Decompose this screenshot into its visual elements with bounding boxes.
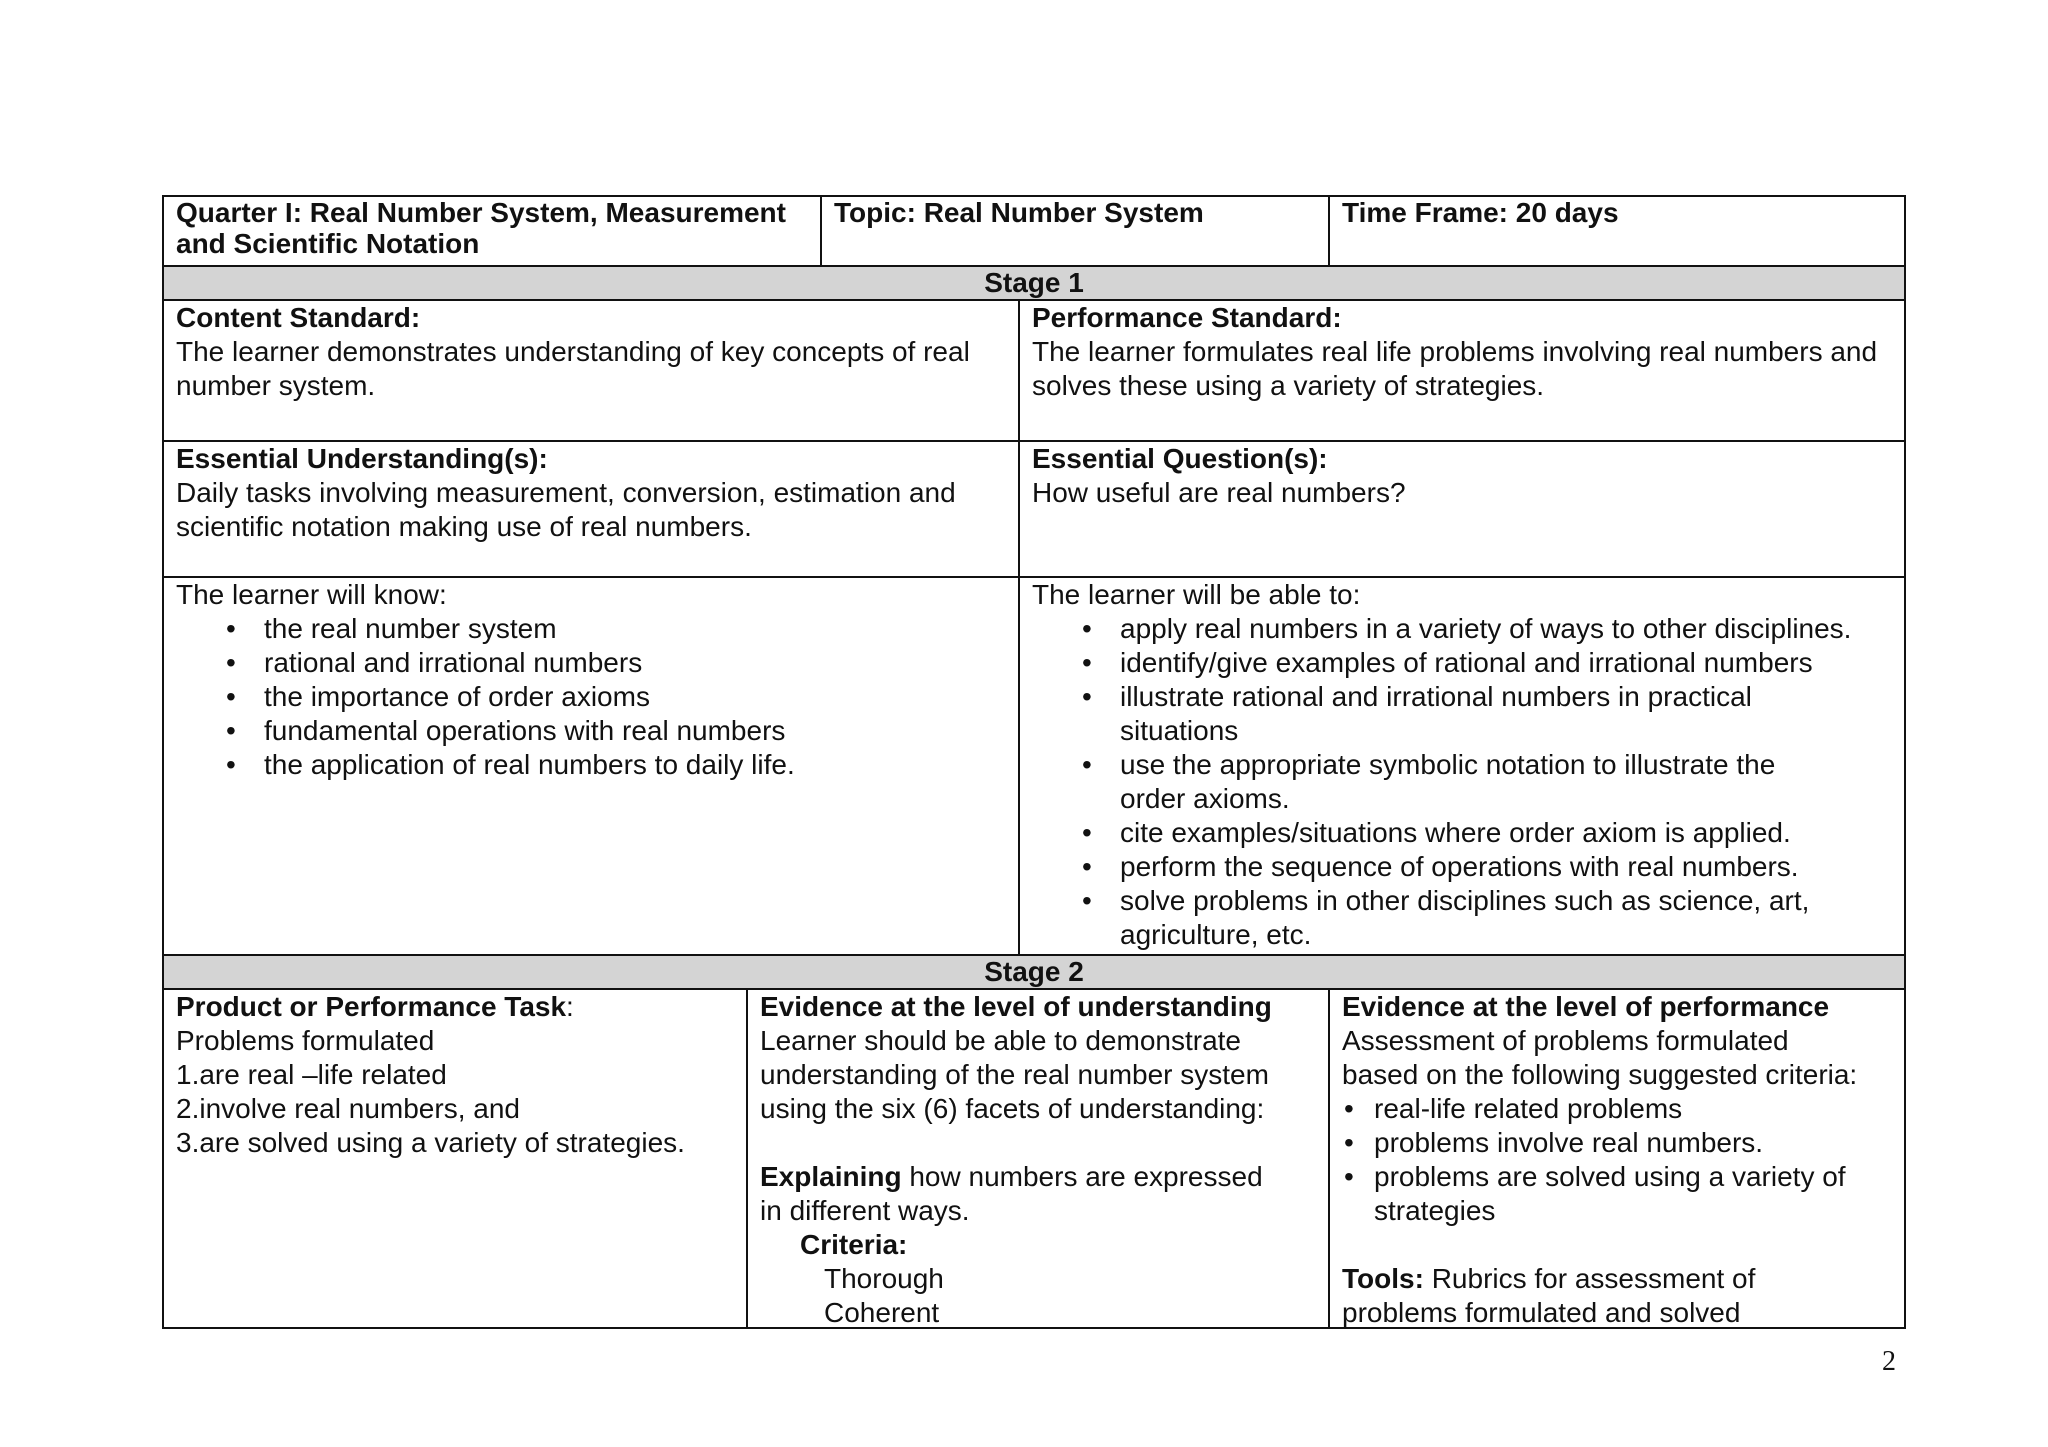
topic-cell [820,197,1328,265]
content-standard-heading: Content Standard: [176,302,421,333]
spacer [760,1126,1316,1160]
list-item: • illustrate rational and irrational numbers in practical situations [1032,680,1898,748]
unit-plan-table [162,195,1906,1329]
evidence-understanding-heading: Evidence at the level of understanding [760,991,1272,1022]
list-item: • problems are solved using a variety of strategies [1342,1160,1872,1228]
list-item: • identify/give examples of rational and irrational numbers [1032,646,1898,680]
product-task-cell [164,990,746,1327]
evidence-understanding-cell [746,990,1328,1327]
explaining-line [760,1160,1316,1194]
list-item: • solve problems in other disciplines such as science, art, agriculture, etc. [1032,884,1898,952]
tools-label: Tools: [1342,1263,1424,1294]
list-item: • use the appropriate symbolic notation to illustrate the order axioms. [1032,748,1898,816]
essential-question-heading: Essential Question(s): [1032,443,1328,474]
essential-row [164,442,1904,578]
evidence-understanding-line: using the six (6) facets of understanding: [760,1093,1265,1124]
content-standard-text: The learner demonstrates understanding of key concepts of real number system. [176,336,970,401]
product-task-heading-line [176,990,734,1024]
performance-standard-text: The learner formulates real life problems involving real numbers and solves these using a variety of strategies. [1032,336,1878,401]
explaining-label: Explaining [760,1161,902,1192]
evidence-understanding-line: understanding of the real number system [760,1059,1269,1090]
standards-row [164,301,1904,442]
essential-understanding-text: Daily tasks involving measurement, conversion, estimation and scientific notation making use of real numbers. [176,477,956,542]
product-task-line: Problems formulated [176,1025,435,1056]
evidence-performance-line: Assessment of problems formulated [1342,1025,1789,1056]
essential-question-cell [1018,442,1904,576]
product-task-lines [176,1024,734,1160]
quarter-title: Quarter I: Real Number System, Measurement and Scientific Notation [176,197,786,259]
list-item: • fundamental operations with real numbers [176,714,1006,748]
evidence-performance-heading: Evidence at the level of performance [1342,991,1830,1022]
product-task-heading-colon: : [566,991,574,1022]
explaining-text: how numbers are expressed [901,1161,1263,1192]
product-task-line: 3.are solved using a variety of strategies. [176,1127,685,1158]
list-item: • perform the sequence of operations with real numbers. [1032,850,1898,884]
list-item: • real-life related problems [1342,1092,1872,1126]
stage1-bar [164,267,1904,301]
essential-understanding-heading: Essential Understanding(s): [176,443,548,474]
product-task-line: 1.are real –life related [176,1059,447,1090]
criteria-item: Coherent [824,1297,940,1327]
learner-able-list [1032,612,1898,952]
stage2-row [164,990,1904,1327]
evidence-understanding-lines [760,1024,1316,1126]
list-item: • the real number system [176,612,1006,646]
list-item: • rational and irrational numbers [176,646,1006,680]
quarter-cell [164,197,820,265]
page-number: 2 [1882,1346,1896,1377]
criteria-item: Thorough [824,1263,944,1294]
performance-standard-cell [1018,301,1904,440]
essential-question-text: How useful are real numbers? [1032,477,1406,508]
product-task-heading: Product or Performance Task [176,991,567,1022]
header-row [164,197,1904,267]
tools-line [1342,1262,1892,1327]
stage2-label: Stage 2 [984,956,1084,987]
performance-standard-heading: Performance Standard: [1032,302,1342,333]
topic-title: Topic: Real Number System [834,197,1204,228]
list-item: • cite examples/situations where order axiom is applied. [1032,816,1898,850]
performance-criteria-list [1342,1092,1892,1228]
learner-know-list [176,612,1006,782]
criteria-heading: Criteria: [800,1229,908,1260]
explaining-line-2: in different ways. [760,1195,970,1226]
spacer [1342,1228,1892,1262]
list-item: • apply real numbers in a variety of ways to other disciplines. [1032,612,1898,646]
stage2-bar [164,956,1904,990]
list-item: • the importance of order axioms [176,680,1006,714]
learner-able-intro: The learner will be able to: [1032,579,1361,610]
tools-text: Rubrics for assessment of problems formulated and solved [1342,1263,1756,1327]
content-standard-cell [164,301,1018,440]
essential-understanding-cell [164,442,1018,576]
evidence-understanding-line: Learner should be able to demonstrate [760,1025,1241,1056]
knowledge-skills-row [164,578,1904,956]
evidence-performance-cell [1328,990,1904,1327]
learner-know-cell [164,578,1018,954]
learner-know-intro: The learner will know: [176,579,447,610]
stage1-label: Stage 1 [984,267,1084,298]
list-item: • problems involve real numbers. [1342,1126,1872,1160]
learner-able-cell [1018,578,1904,954]
time-frame: Time Frame: 20 days [1342,197,1619,228]
evidence-performance-lines [1342,1024,1892,1092]
product-task-line: 2.involve real numbers, and [176,1093,520,1124]
time-frame-cell [1328,197,1904,265]
evidence-performance-line: based on the following suggested criteria: [1342,1059,1858,1090]
list-item: • the application of real numbers to daily life. [176,748,1006,782]
